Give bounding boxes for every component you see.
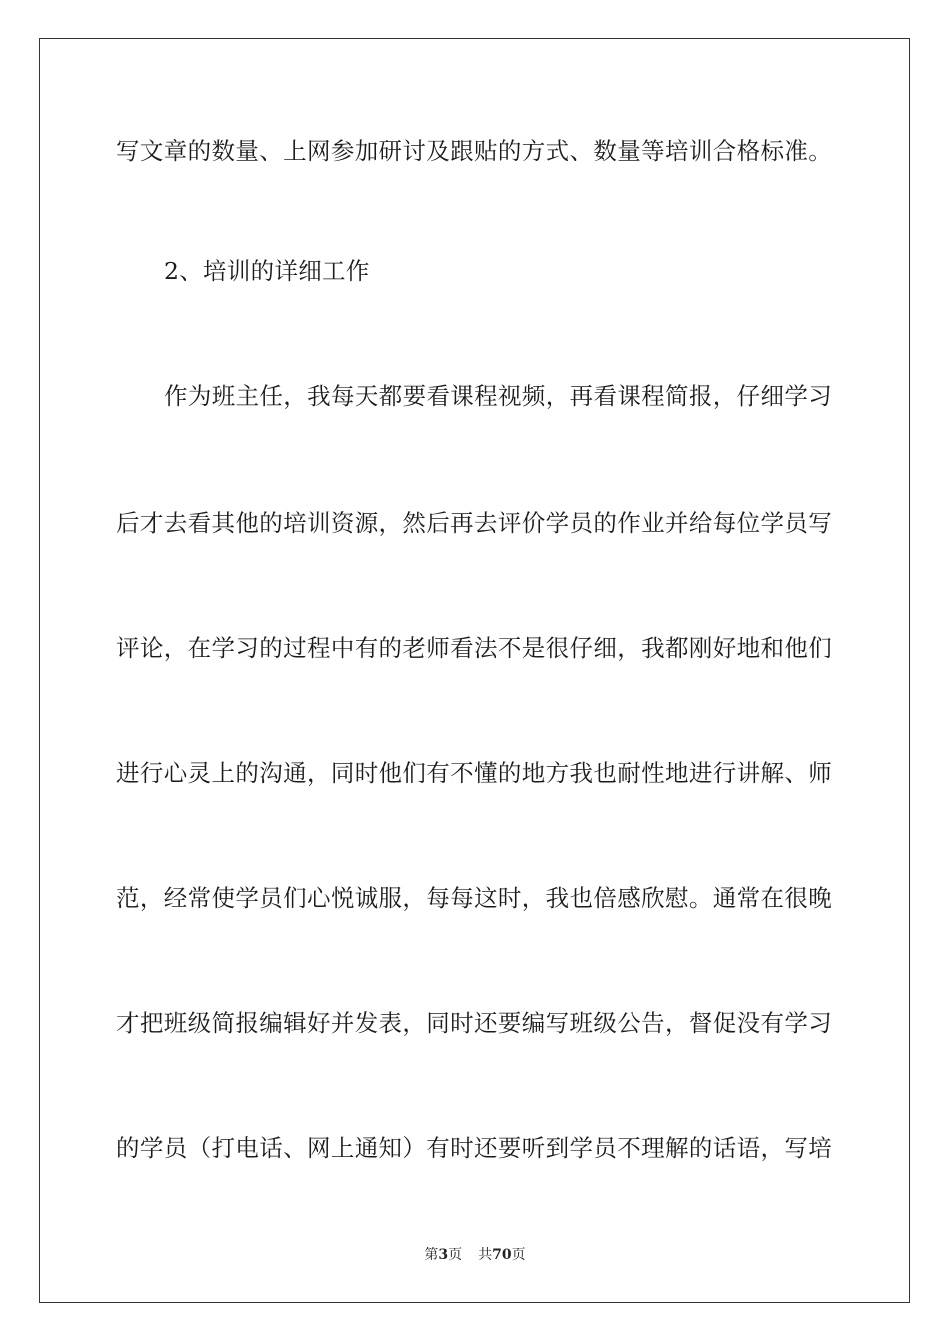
body-line-1: 写文章的数量、上网参加研讨及跟贴的方式、数量等培训合格标准。 xyxy=(116,137,832,165)
page-border xyxy=(39,38,910,1303)
body-line-4: 评论，在学习的过程中有的老师看法不是很仔细，我都刚好地和他们 xyxy=(116,634,832,662)
footer-page-number: 3 xyxy=(438,1247,449,1263)
body-line-6: 范，经常使学员们心悦诚服，每每这时，我也倍感欣慰。通常在很晚 xyxy=(116,884,832,912)
page-footer xyxy=(0,1246,950,1264)
body-line-5: 进行心灵上的沟通，同时他们有不懂的地方我也耐性地进行讲解、师 xyxy=(116,759,832,787)
section-heading: 2、培训的详细工作 xyxy=(164,257,370,285)
footer-page-prefix: 第 xyxy=(424,1247,439,1263)
footer-total-number: 70 xyxy=(492,1247,512,1263)
footer-total-suffix: 页 xyxy=(511,1247,526,1263)
footer-total-prefix: 共 xyxy=(478,1247,493,1263)
body-line-7: 才把班级简报编辑好并发表，同时还要编写班级公告，督促没有学习 xyxy=(116,1009,832,1037)
body-line-2: 作为班主任，我每天都要看课程视频，再看课程简报，仔细学习 xyxy=(164,382,832,410)
footer-page-suffix: 页 xyxy=(448,1247,463,1263)
body-line-3: 后才去看其他的培训资源，然后再去评价学员的作业并给每位学员写 xyxy=(116,509,832,537)
body-line-8: 的学员（打电话、网上通知）有时还要听到学员不理解的话语，写培 xyxy=(116,1134,832,1162)
